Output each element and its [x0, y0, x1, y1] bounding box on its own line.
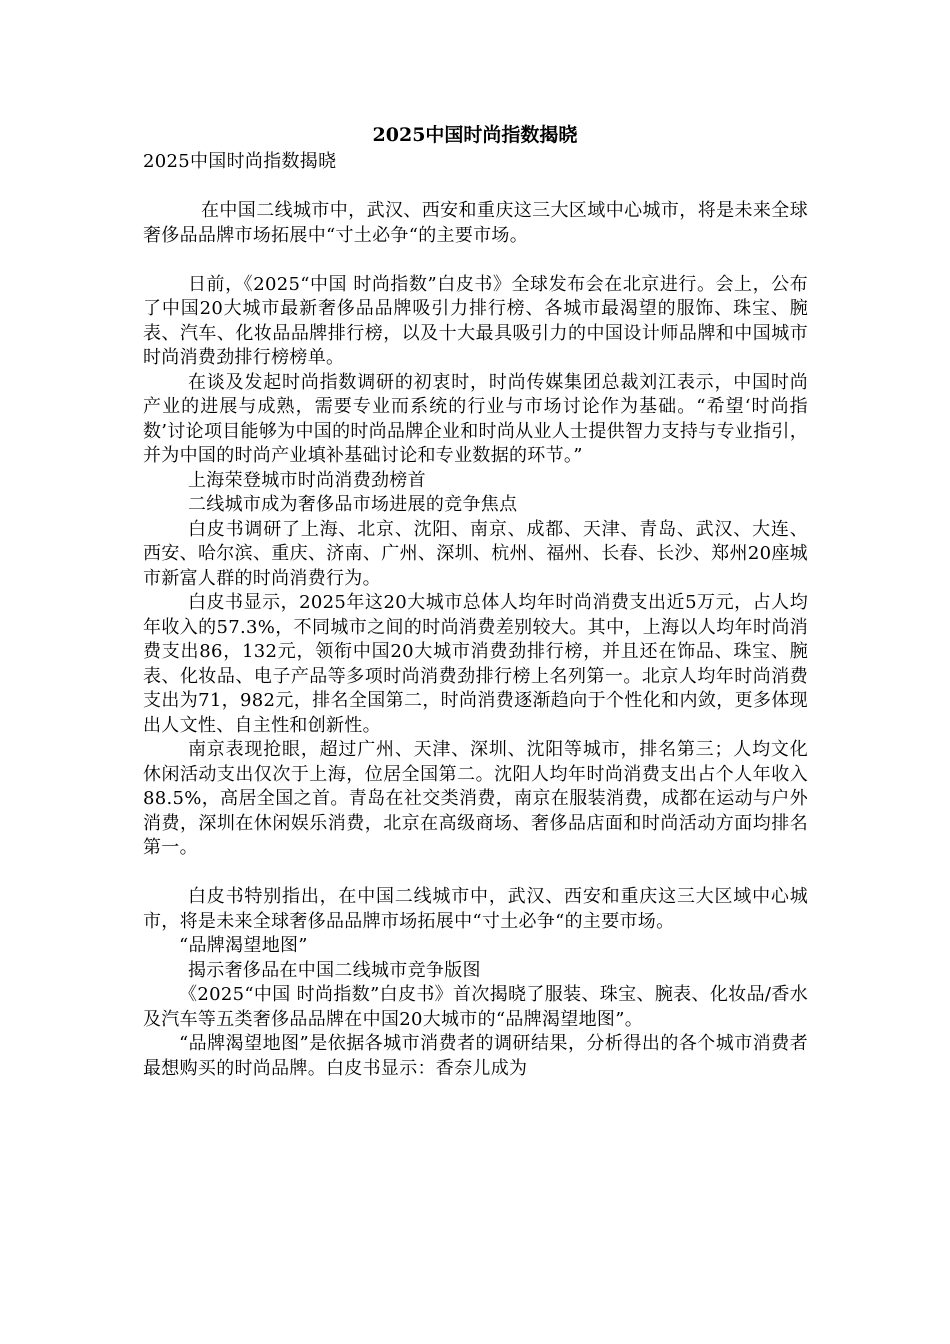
- paragraph: “品牌渴望地图”是依据各城市消费者的调研结果，分析得出的各个城市消费者最想购买的时尚品牌。白皮书显示：香奈儿成为: [143, 1033, 808, 1079]
- blank-line: [143, 248, 808, 273]
- document-title: 2025中国时尚指数揭晓: [372, 124, 578, 146]
- section-heading: 上海荣登城市时尚消费劲榜首: [188, 469, 426, 491]
- blank-line: [143, 175, 808, 200]
- paragraph: 白皮书显示，2025年这20大城市总体人均年时尚消费支出近5万元，占人均年收入的57.3%，不同城市之间的时尚消费差别较大。其中，上海以人均年时尚消费支出86，132元，领衔中国20大城市消费劲排行榜，并且还在饰品、珠宝、腕表、化妆品、电子产品等多项时尚消费劲排行榜上名列第一。北京人均年时尚消费支出为71，982元，排名全国第二，时尚消费逐渐趋向于个性化和内敛，更多体现出人文性、自主性和创新性。: [143, 592, 808, 736]
- paragraph: 《2025“中国 时尚指数”白皮书》首次揭晓了服装、珠宝、腕表、化妆品/香水及汽车等五类奢侈品品牌在中国20大城市的“品牌渴望地图”。: [143, 984, 808, 1030]
- paragraph: 南京表现抢眼，超过广州、天津、深圳、沈阳等城市，排名第三；人均文化休闲活动支出仅次于上海，位居全国第二。沈阳人均年时尚消费支出占个人年收入88.5%，高居全国之首。青岛在社交类消费，南京在服装消费，成都在运动与户外消费，深圳在休闲娱乐消费，北京在高级商场、奢侈品店面和时尚活动方面均排名第一。: [143, 739, 808, 858]
- blank-line: [143, 861, 808, 886]
- section-heading: 揭示奢侈品在中国二线城市竞争版图: [188, 959, 481, 981]
- paragraph: 在中国二线城市中，武汉、西安和重庆这三大区域中心城市，将是未来全球奢侈品品牌市场拓展中“寸土必争“的主要市场。: [143, 200, 808, 246]
- section-heading: “品牌渴望地图”: [179, 935, 308, 956]
- document-subtitle: 2025中国时尚指数揭晓: [143, 151, 337, 172]
- paragraph: 在谈及发起时尚指数调研的初衷时，时尚传媒集团总裁刘江表示，中国时尚产业的进展与成熟，需要专业而系统的行业与市场讨论作为基础。“希望‘时尚指数’讨论项目能够为中国的时尚品牌企业和时尚从业人士提供智力支持与专业指引，并为中国的时尚产业填补基础讨论和专业数据的环节。”: [143, 371, 808, 466]
- paragraph: 白皮书特别指出，在中国二线城市中，武汉、西安和重庆这三大区域中心城市，将是未来全球奢侈品品牌市场拓展中“寸土必争“的主要市场。: [143, 886, 808, 932]
- document-body: [143, 150, 808, 1081]
- paragraph: 白皮书调研了上海、北京、沈阳、南京、成都、天津、青岛、武汉、大连、西安、哈尔滨、重庆、济南、广州、深圳、杭州、福州、长春、长沙、郑州20座城市新富人群的时尚消费行为。: [143, 518, 808, 589]
- paragraph: 日前，《2025“中国 时尚指数”白皮书》全球发布会在北京进行。会上，公布了中国20大城市最新奢侈品品牌吸引力排行榜、各城市最渴望的服饰、珠宝、腕表、汽车、化妆品品牌排行榜，以及十大最具吸引力的中国设计师品牌和中国城市时尚消费劲排行榜榜单。: [143, 273, 808, 368]
- section-heading: 二线城市成为奢侈品市场进展的竞争焦点: [188, 494, 518, 515]
